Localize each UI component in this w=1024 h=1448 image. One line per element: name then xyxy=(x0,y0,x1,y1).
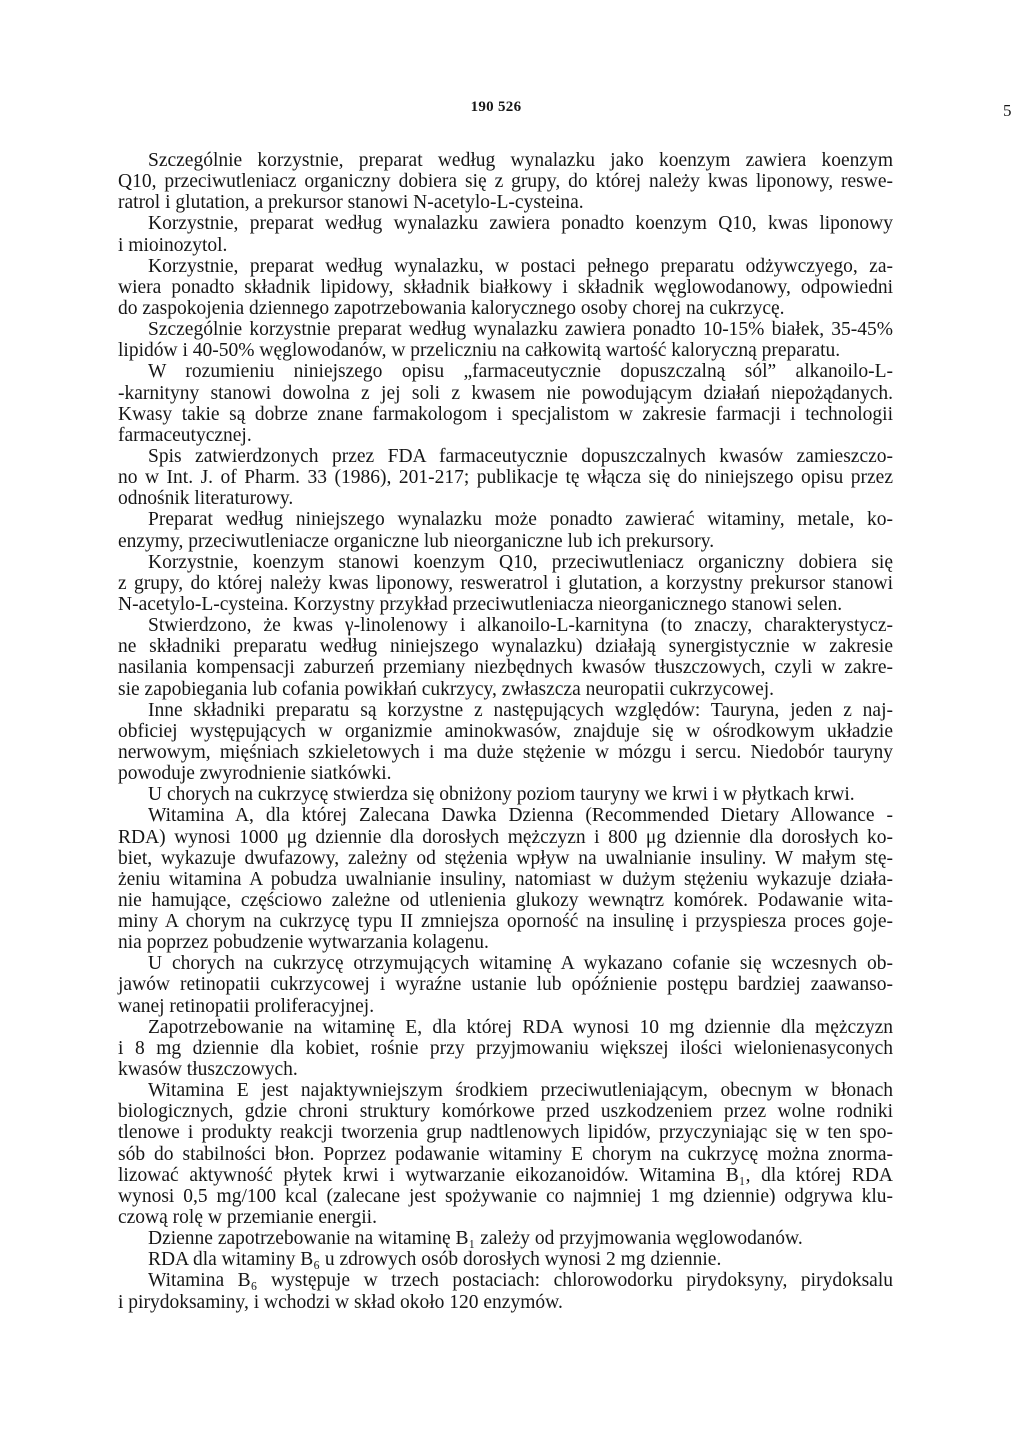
text-line: z grupy, do której należy kwas liponowy, resweratrol i glutation, a korzystny prekursor stanowi xyxy=(118,572,893,594)
paragraph xyxy=(118,1249,893,1270)
document-number: 190 526 xyxy=(470,99,522,115)
text-line: Zapotrzebowanie na witaminę E, dla której RDA wynosi 10 mg dziennie dla mężczyzn xyxy=(148,1016,893,1038)
text-line: sie zapobiegania lub cofania powikłań cukrzycy, zwłaszcza neuropatii cukrzycowej. xyxy=(118,678,775,700)
text-line: odnośnik literaturowy. xyxy=(118,488,294,510)
page-number: 5 xyxy=(1003,101,1012,120)
text-line: U chorych na cukrzycę otrzymujących witaminę A wykazano cofanie się wczesnych ob- xyxy=(148,953,893,975)
text-line: nerwowym, mięśniach szkieletowych i ma duże stężenie w mózgu i sercu. Niedobór tauryny xyxy=(118,741,893,763)
text-line: nie hamujące, częściowo zależne od utlenienia glukozy wewnątrz komórek. Podawanie wita- xyxy=(118,889,893,911)
text-line: enzymy, przeciwutleniacze organiczne lub nieorganiczne lub ich prekursory. xyxy=(118,530,715,552)
text-line: Stwierdzono, że kwas γ-linolenowy i alkanoilo-L-karnityna (to znaczy, charakterystycz- xyxy=(148,615,893,637)
paragraph xyxy=(118,784,893,805)
text-line: Spis zatwierdzonych przez FDA farmaceutycznie dopuszczalnych kwasów zamieszczo- xyxy=(148,445,893,467)
text-line: sób do stabilności błon. Poprzez podawanie witaminy E chorym na cukrzycę można znorma- xyxy=(118,1143,893,1165)
text-line: i pirydoksaminy, i wchodzi w skład około 120 enzymów. xyxy=(118,1291,563,1313)
text-line: nia poprzez pobudzenie wytwarzania kolagenu. xyxy=(118,932,489,954)
text-line: no w Int. J. of Pharm. 33 (1986), 201-217; publikacje tę włącza się do niniejszego opisu przez xyxy=(118,467,893,489)
text-line: nasilania kompensacji zaburzeń przemiany niezbędnych kwasów tłuszczowych, czyli w zakre- xyxy=(118,657,893,679)
text-line: lipidów i 40-50% węglowodanów, w przeliczniu na całkowitą wartość kaloryczną preparatu. xyxy=(118,340,841,362)
text-line: wynosi 0,5 mg/100 kcal (zalecane jest spożywanie co najmniej 1 mg dziennie) odgrywa klu- xyxy=(118,1185,893,1207)
text-line: ne składniki preparatu według niniejszego wynalazku) działają synergistycznie w zakresie xyxy=(118,636,893,658)
text-line: lizować aktywność płytek krwi i wytwarzanie eikozanoidów. Witamina B₁, dla której RDA xyxy=(118,1164,893,1186)
text-line: żeniu witamina A pobudza uwalnianie insuliny, natomiast w dużym stężeniu wykazuje działa- xyxy=(118,868,893,890)
text-line: farmaceutycznej. xyxy=(118,424,252,446)
text-line: Korzystnie, koenzym stanowi koenzym Q10, przeciwutleniacz organiczny dobiera się xyxy=(148,551,893,573)
text-line: Witamina E jest najaktywniejszym środkiem przeciwutleniającym, obecnym w błonach xyxy=(148,1080,893,1102)
text-line: Kwasy takie są dobrze znane farmakologom i specjalistom w zakresie farmacji i technologii xyxy=(118,403,893,425)
text-line: wanej retinopatii proliferacyjnej. xyxy=(118,995,375,1017)
paragraph xyxy=(118,805,893,953)
text-line: biologicznych, gdzie chroni struktury komórkowe przed uszkodzeniem przez wolne rodniki xyxy=(118,1101,893,1123)
text-line: biet, wykazuje dwufazowy, zależny od stężenia wpływ na uwalnianie insuliny. W małym stę- xyxy=(118,847,893,869)
text-line: obficiej występujących w organizmie aminokwasów, znajduje się w ośrodkowym układzie xyxy=(118,720,893,742)
text-line: Korzystnie, preparat według wynalazku, w postaci pełnego preparatu odżywczyego, za- xyxy=(148,255,893,277)
text-line: RDA) wynosi 1000 μg dziennie dla dorosłych mężczyzn i 800 μg dziennie dla dorosłych ko- xyxy=(118,826,893,848)
paragraph xyxy=(118,361,893,446)
text-line: ratrol i glutation, a prekursor stanowi N-acetylo-L-cysteina. xyxy=(118,192,584,214)
text-line: do zaspokojenia dziennego zapotrzebowania kalorycznego osoby chorej na cukrzycę. xyxy=(118,297,785,319)
text-line: i mioinozytol. xyxy=(118,234,228,256)
paragraph xyxy=(118,552,893,615)
text-line: N-acetylo-L-cysteina. Korzystny przykład przeciwutleniacza nieorganicznego stanowi selen. xyxy=(118,593,843,615)
paragraph xyxy=(118,1270,893,1312)
text-line: Witamina B₆ występuje w trzech postaciach: chlorowodorku pirydoksyny, pirydoksalu xyxy=(148,1270,893,1292)
paragraph xyxy=(118,213,893,255)
text-line: RDA dla witaminy B₆ u zdrowych osób dorosłych wynosi 2 mg dziennie. xyxy=(148,1249,722,1271)
text-line: Inne składniki preparatu są korzystne z następujących względów: Tauryna, jeden z naj- xyxy=(148,699,893,721)
text-line: Preparat według niniejszego wynalazku może ponadto zawierać witaminy, metale, ko- xyxy=(148,509,893,531)
text-line: czową rolę w przemianie energii. xyxy=(118,1207,377,1229)
paragraph xyxy=(118,700,893,785)
paragraph xyxy=(118,319,893,361)
text-line: tlenowe i produkty reakcji tworzenia grup nadtlenowych lipidów, przyczyniając się w ten spo- xyxy=(118,1122,893,1144)
text-line: Witamina A, dla której Zalecana Dawka Dzienna (Recommended Dietary Allowance - xyxy=(148,805,893,827)
text-line: W rozumieniu niniejszego opisu „farmaceutycznie dopuszczalną sól” alkanoilo-L- xyxy=(148,361,893,383)
text-line: kwasów tłuszczowych. xyxy=(118,1059,298,1081)
paragraph xyxy=(118,1228,893,1249)
text-line: Q10, przeciwutleniacz organiczny dobiera się z grupy, do której należy kwas liponowy, reswe- xyxy=(118,171,893,193)
paragraph xyxy=(118,256,893,319)
text-line: Szczególnie korzystnie, preparat według wynalazku jako koenzym zawiera koenzym xyxy=(148,150,893,171)
text-line: powoduje zwyrodnienie siatkówki. xyxy=(118,763,392,785)
paragraph xyxy=(118,509,893,551)
text-line: -karnityny stanowi dowolna z jej soli z kwasem nie powodującym działań niepożądanych. xyxy=(118,382,893,404)
paragraph xyxy=(118,953,893,1016)
body-text xyxy=(118,150,893,1313)
text-line: i 8 mg dziennie dla kobiet, rośnie przy przyjmowaniu większej ilości wielonienasyconych xyxy=(118,1037,893,1059)
text-line: wiera ponadto składnik lipidowy, składnik białkowy i składnik węglowodanowy, odpowiedni xyxy=(118,276,893,298)
paragraph xyxy=(118,1017,893,1080)
paragraph xyxy=(118,1080,893,1228)
text-line: U chorych na cukrzycę stwierdza się obniżony poziom tauryny we krwi i w płytkach krwi. xyxy=(148,784,855,806)
text-line: jawów retinopatii cukrzycowej i wyraźne ustanie lub opóźnienie postępu bardziej zaawanso- xyxy=(118,974,893,996)
paragraph xyxy=(118,150,893,213)
text-line: Korzystnie, preparat według wynalazku zawiera ponadto koenzym Q10, kwas liponowy xyxy=(148,213,893,235)
text-line: miny A chorym na cukrzycę typu II zmniejsza oporność na insulinę i przyspiesza proces goje- xyxy=(118,911,893,933)
text-line: Dzienne zapotrzebowanie na witaminę B₁ zależy od przyjmowania węglowodanów. xyxy=(148,1228,803,1250)
paragraph xyxy=(118,446,893,509)
paragraph xyxy=(118,615,893,700)
text-line: Szczególnie korzystnie preparat według wynalazku zawiera ponadto 10-15% białek, 35-45% xyxy=(148,319,893,341)
